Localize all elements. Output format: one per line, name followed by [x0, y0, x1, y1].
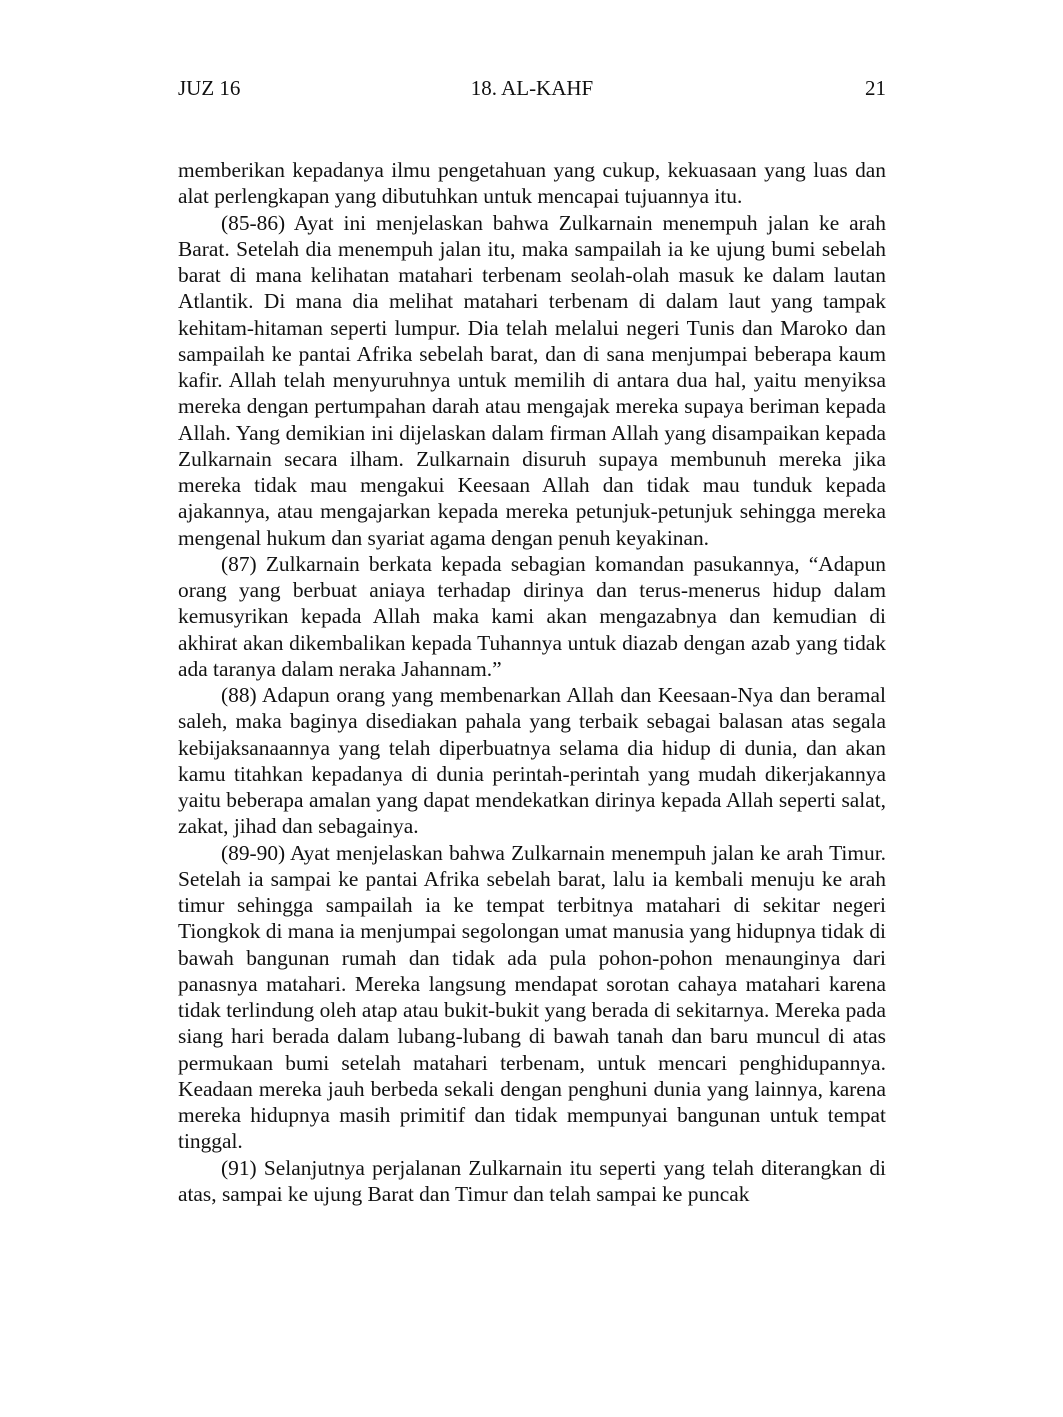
paragraph-verse-85-86: (85-86) Ayat ini menjelaskan bahwa Zulkarnain menempuh jalan ke arah Barat. Setelah dia menempuh jalan itu, maka sampailah ia ke ujung bumi sebelah barat di mana kelihatan matahari terbenam seolah-olah masuk ke dalam lautan Atlantik. Di mana dia melihat matahari terbenam di dalam laut yang tampak kehitam-hitaman seperti lumpur. Dia telah melalui negeri Tunis dan Maroko dan sampailah ke pantai Afrika sebelah barat, dan di sana menjumpai beberapa kaum kafir. Allah telah menyuruhnya untuk memilih di antara dua hal, yaitu menyiksa mereka dengan pertumpahan darah atau mengajak mereka supaya beriman kepada Allah. Yang demikian ini dijelaskan dalam firman Allah yang disampaikan kepada Zulkarnain secara ilham. Zulkarnain disuruh supaya membunuh mereka jika mereka tidak mau mengakui Keesaan Allah dan tidak mau tunduk kepada ajakannya, atau mengajarkan kepada mereka petunjuk-petunjuk sehingga mereka mengenal hukum dan syariat agama dengan penuh keyakinan.: [178, 210, 886, 550]
paragraph-verse-91: (91) Selanjutnya perjalanan Zulkarnain itu seperti yang telah diterangkan di atas, sampai ke ujung Barat dan Timur dan telah sampai ke puncak: [178, 1155, 886, 1206]
surah-title: 18. AL-KAHF: [470, 76, 594, 100]
paragraph-verse-89-90: (89-90) Ayat menjelaskan bahwa Zulkarnain menempuh jalan ke arah Timur. Setelah ia sampai ke pantai Afrika sebelah barat, lalu ia kembali menuju ke arah timur sehingga sampailah ia ke tempat terbitnya matahari di sekitar negeri Tiongkok di mana ia menjumpai segolongan umat manusia yang hidupnya tidak di bawah bangunan rumah dan tidak ada pula pohon-pohon menaunginya dari panasnya matahari. Mereka langsung mendapat sorotan cahaya matahari karena tidak terlindung oleh atap atau bukit-bukit yang berada di sekitarnya. Mereka pada siang hari berada dalam lubang-lubang di bawah tanah dan baru muncul di atas permukaan bumi setelah matahari terbenam, untuk mencari penghidupannya. Keadaan mereka jauh berbeda sekali dengan penghuni dunia yang lainnya, karena mereka hidupnya masih primitif dan tidak mempunyai bangunan untuk tempat tinggal.: [178, 840, 886, 1154]
juz-label: JUZ 16: [178, 76, 241, 100]
body-text: [178, 157, 886, 1207]
paragraph-continuation: memberikan kepadanya ilmu pengetahuan yang cukup, kekuasaan yang luas dan alat perlengkapan yang dibutuhkan untuk mencapai tujuannya itu.: [178, 158, 886, 209]
paragraph-verse-88: (88) Adapun orang yang membenarkan Allah dan Keesaan-Nya dan beramal saleh, maka baginya disediakan pahala yang terbaik sebagai balasan atas segala kebijaksanaannya yang telah diperbuatnya selama dia hidup di dunia, dan akan kamu titahkan kepadanya di dunia perintah-perintah yang mudah dikerjakannya yaitu beberapa amalan yang dapat mendekatkan dirinya kepada Allah seperti salat, zakat, jihad dan sebagainya.: [178, 683, 886, 839]
paragraph-verse-87: (87) Zulkarnain berkata kepada sebagian komandan pasukannya, “Adapun orang yang berbuat aniaya terhadap dirinya dan terus-menerus hidup dalam kemusyrikan kepada Allah maka kami akan mengazabnya dan kemudian di akhirat akan dikembalikan kepada Tuhannya untuk diazab dengan azab yang tidak ada taranya dalam neraka Jahannam.”: [178, 551, 886, 681]
document-page: [178, 72, 886, 1207]
page-number: 21: [865, 76, 886, 100]
running-header: [178, 72, 886, 104]
